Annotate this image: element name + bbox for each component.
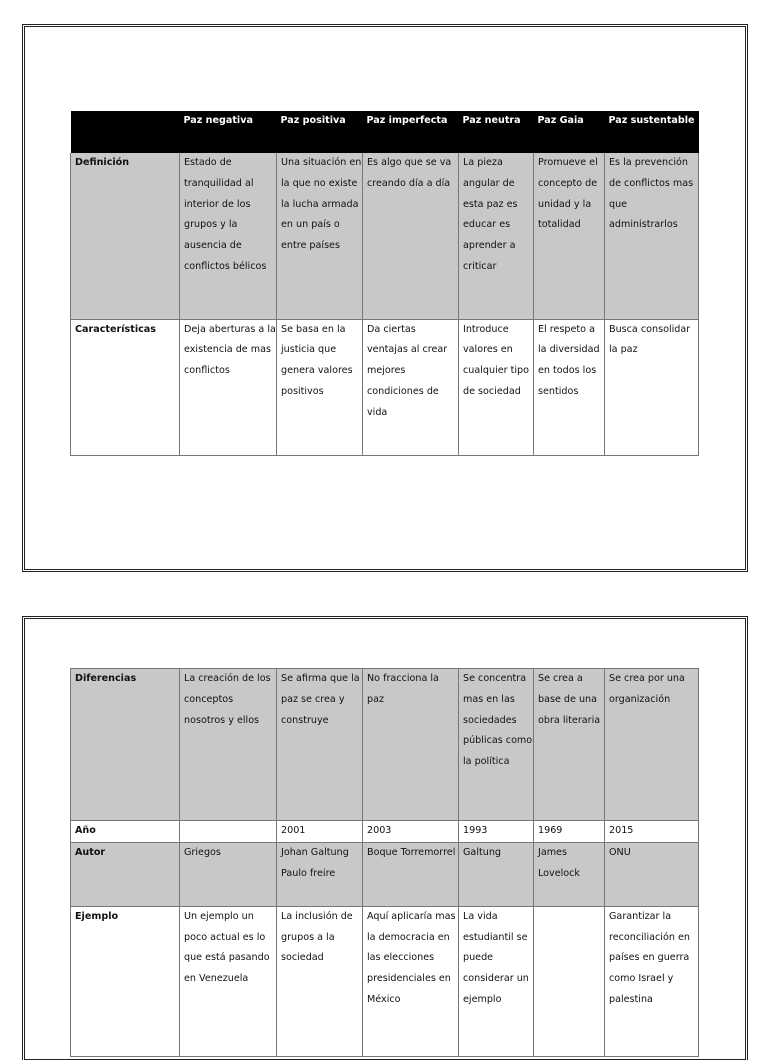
- table-row-autor: [71, 842, 699, 906]
- table-cell: Griegos: [180, 842, 277, 906]
- table-cell: Deja aberturas a la existencia de mas conflictos: [180, 319, 277, 455]
- table-cell: Busca consolidar la paz: [605, 319, 699, 455]
- table-cell: Un ejemplo un poco actual es lo que está pasando en Venezuela: [180, 906, 277, 1056]
- table-cell: 1969: [534, 821, 605, 843]
- table-cell: [534, 906, 605, 1056]
- table-cell: Es la prevención de conflictos mas que administrarlos: [605, 153, 699, 319]
- table-cell: La vida estudiantil se puede considerar un ejemplo: [459, 906, 534, 1056]
- table-cell: Se crea por una organización: [605, 669, 699, 821]
- table-cell: Garantizar la reconciliación en países en guerra como Israel y palestina: [605, 906, 699, 1056]
- row-label: Características: [71, 319, 180, 455]
- table-cell: ONU: [605, 842, 699, 906]
- table-cell: Se basa en la justicia que genera valores positivos: [277, 319, 363, 455]
- header-cell: Paz positiva: [277, 111, 363, 153]
- table-cell: Johan Galtung Paulo freire: [277, 842, 363, 906]
- table-cell: Galtung: [459, 842, 534, 906]
- table-cell: 2015: [605, 821, 699, 843]
- table-row-ano: [71, 821, 699, 843]
- table-row-ejemplo: [71, 906, 699, 1056]
- header-cell: Paz negativa: [180, 111, 277, 153]
- table-cell: Se crea a base de una obra literaria: [534, 669, 605, 821]
- table-row-caracteristicas: [71, 319, 699, 455]
- table-cell: Es algo que se va creando día a día: [363, 153, 459, 319]
- table-cell: La inclusión de grupos a la sociedad: [277, 906, 363, 1056]
- row-label: Ejemplo: [71, 906, 180, 1056]
- header-cell: [71, 111, 180, 153]
- row-label: Autor: [71, 842, 180, 906]
- table-cell: James Lovelock: [534, 842, 605, 906]
- row-label: Año: [71, 821, 180, 843]
- table-cell: Se afirma que la paz se crea y construye: [277, 669, 363, 821]
- table-cell: 1993: [459, 821, 534, 843]
- peace-types-table-continued: [70, 668, 699, 1057]
- table-cell: Promueve el concepto de unidad y la totalidad: [534, 153, 605, 319]
- table-cell: Aquí aplicaría mas la democracia en las elecciones presidenciales en México: [363, 906, 459, 1056]
- table-cell: Se concentra mas en las sociedades públicas como la política: [459, 669, 534, 821]
- table-cell: Estado de tranquilidad al interior de los grupos y la ausencia de conflictos bélicos: [180, 153, 277, 319]
- table-cell: La creación de los conceptos nosotros y ellos: [180, 669, 277, 821]
- table-cell: Una situación en la que no existe la lucha armada en un país o entre países: [277, 153, 363, 319]
- table-cell: La pieza angular de esta paz es educar es aprender a criticar: [459, 153, 534, 319]
- document-page-1: [24, 26, 746, 570]
- table-cell: 2001: [277, 821, 363, 843]
- table-cell: Da ciertas ventajas al crear mejores condiciones de vida: [363, 319, 459, 455]
- header-cell: Paz sustentable: [605, 111, 699, 153]
- table-cell: [180, 821, 277, 843]
- row-label: Diferencias: [71, 669, 180, 821]
- table-cell: Boque Torremorrel: [363, 842, 459, 906]
- document-page-2: [24, 618, 746, 1060]
- table-row-diferencias: [71, 669, 699, 821]
- peace-types-table: [70, 111, 699, 456]
- row-label: Definición: [71, 153, 180, 319]
- header-cell: Paz imperfecta: [363, 111, 459, 153]
- table-cell: 2003: [363, 821, 459, 843]
- header-cell: Paz Gaia: [534, 111, 605, 153]
- table-row-definicion: [71, 153, 699, 319]
- table-header-row: [71, 111, 699, 153]
- table-cell: No fracciona la paz: [363, 669, 459, 821]
- table-cell: El respeto a la diversidad en todos los sentidos: [534, 319, 605, 455]
- header-cell: Paz neutra: [459, 111, 534, 153]
- table-cell: Introduce valores en cualquier tipo de sociedad: [459, 319, 534, 455]
